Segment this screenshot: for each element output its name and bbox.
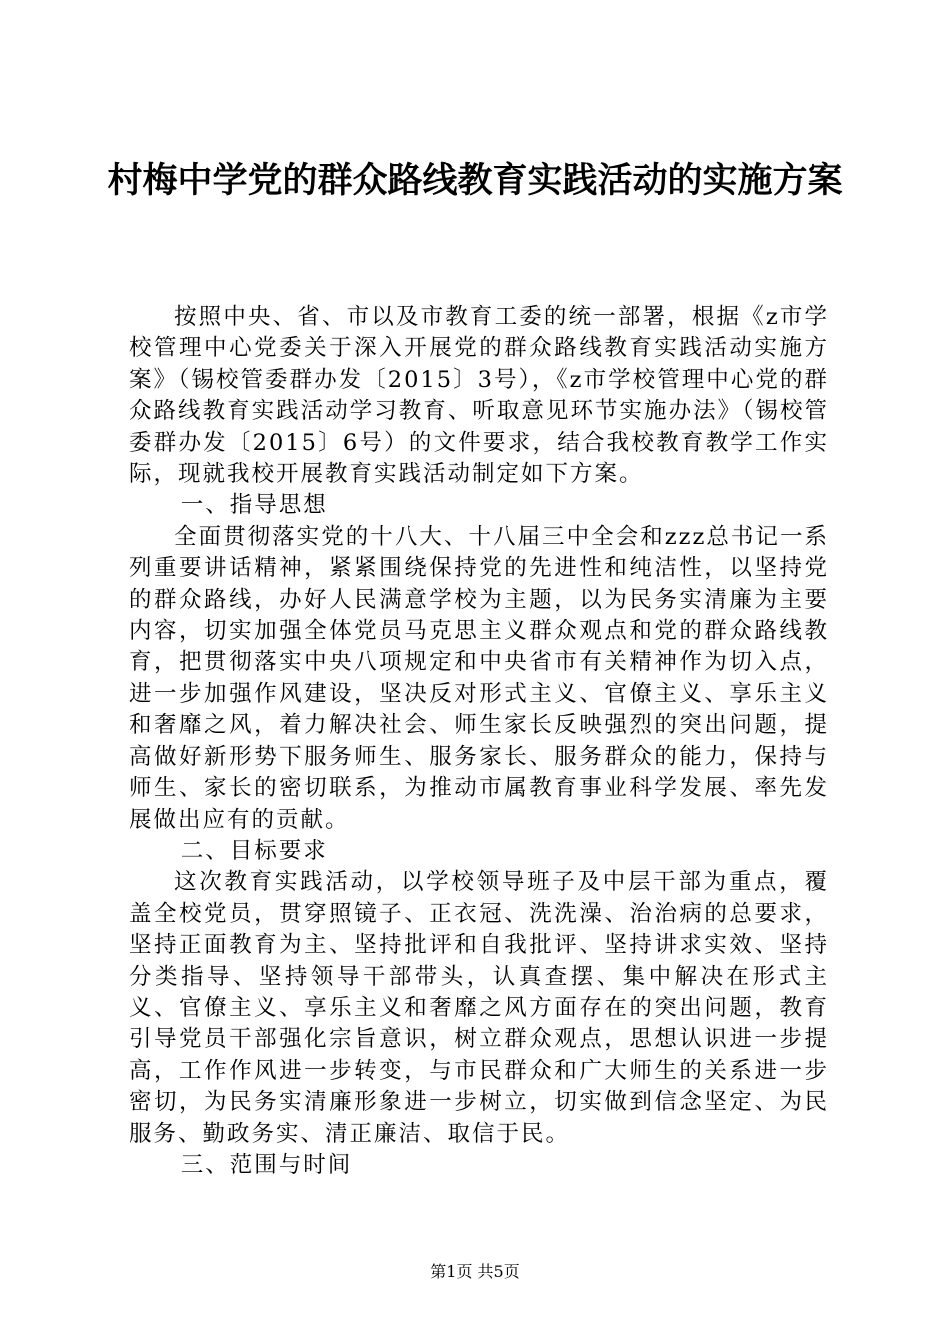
guiding-ideology-paragraph: 全面贯彻落实党的十八大、十八届三中全会和zzz总书记一系列重要讲话精神，紧紧围绕保持党的先进性和纯洁性，以坚持党的群众路线，办好人民满意学校为主题，以为民务实清廉为主要内容，切实加强全体党员马克思主义群众观点和党的群众路线教育，把贯彻落实中央八项规定和中央省市有关精神作为切入点，进一步加强作风建设，坚决反对形式主义、官僚主义、享乐主义和奢靡之风，着力解决社会、师生家长反映强烈的突出问题，提高做好新形势下服务师生、服务家长、服务群众的能力，保持与师生、家长的密切联系，为推动市属教育事业科学发展、率先发展做出应有的贡献。 <box>129 523 829 833</box>
intro-paragraph: 按照中央、省、市以及市教育工委的统一部署，根据《z市学校管理中心党委关于深入开展党的群众路线教育实践活动实施方案》（锡校管委群办发〔2015〕3号），《z市学校管理中心党的群众路线教育实践活动学习教育、听取意见环节实施办法》（锡校管委群办发〔2015〕6号）的文件要求，结合我校教育教学工作实际，现就我校开展教育实践活动制定如下方案。 <box>129 304 829 488</box>
section-heading-scope-and-time: 三、范围与时间 <box>180 1151 353 1178</box>
objectives-paragraph: 这次教育实践活动，以学校领导班子及中层干部为重点，覆盖全校党员，贯穿照镜子、正衣冠、洗洗澡、治治病的总要求，坚持正面教育为主、坚持批评和自我批评、坚持讲求实效、坚持分类指导、坚持领导干部带头，认真查摆、集中解决在形式主义、官僚主义、享乐主义和奢靡之风方面存在的突出问题，教育引导党员干部强化宗旨意识，树立群众观点，思想认识进一步提高，工作作风进一步转变，与市民群众和广大师生的关系进一步密切，为民务实清廉形象进一步树立，切实做到信念坚定、为民服务、勤政务实、清正廉洁、取信于民。 <box>129 869 829 1147</box>
page-number-footer: 第1页 共5页 <box>430 1262 520 1281</box>
section-heading-guiding-ideology: 一、指导思想 <box>180 492 328 519</box>
document-title: 村梅中学党的群众路线教育实践活动的实施方案 <box>107 161 843 201</box>
document-body <box>129 302 829 1181</box>
section-heading-objectives: 二、目标要求 <box>180 837 328 864</box>
